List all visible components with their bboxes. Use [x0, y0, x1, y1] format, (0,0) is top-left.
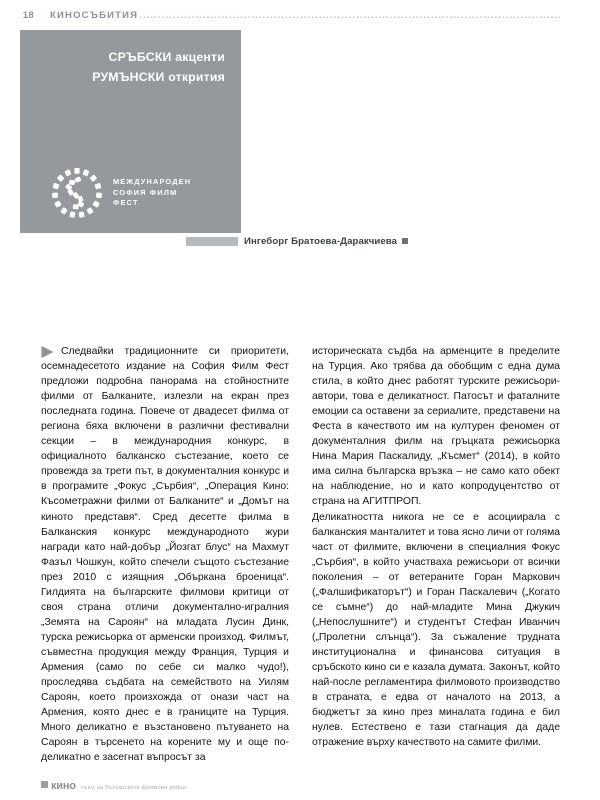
body-paragraph: историческата съдба на арменците в пределите на Турция. Ако трябва да обобщим с една дума стила, в който днес работят турските режисьори-автори, това е деликатност. Патосът и фаталните емоции са оставени за сериалите, представени на Феста в качеството им на културен феномен от документалния филм на гръцката режисьорка Нина Мария Паскалиду, „Късмет“ (2014), в който има силна българска връзка – не само като обект на наблюдение, но и като копродуцентство от страна на АГИТПРОП.: [312, 346, 560, 508]
byline-square-icon: [402, 238, 408, 244]
section-label: КИНОСЪБИТИЯ: [50, 9, 139, 21]
article-title-line2-light: открития: [168, 70, 225, 84]
festival-logo-text: [113, 177, 191, 209]
sofia-film-fest-circle-icon: [51, 167, 103, 219]
body-column-1: [41, 344, 289, 764]
article-title-line1-strong: СРЪБСКИ: [108, 50, 172, 64]
article-body: [41, 344, 561, 764]
body-column-2: [312, 344, 560, 764]
body-paragraph-text: Следвайки традиционните си приоритети, осемнадесетото издание на София Филм Фест предложи подробна панорама на стойностните филми от Балканите, излезли на екран през последната година. Повече от двадесет филма от региона бяха включени в различни фестивални секции – в международния конкурс, в официалното балканско състезание, което се провежда за трети път, в документалния конкурс и в програмите „Фокус „Сърбия“, „Операция Кино: Късометражни филми от Балканите“ и „Домът на киното представя“. Сред десетте филма в Балканския конкурс международното жури награди като най-добър „Йозгат блус“ на Махмут Фазъл Чошкун, който спечели същото състезание през 2010 с изящния „Объркана броеница“. Гилдията на българските филмови критици от своя страна отличи документално-игралния „Земята на Сароян“ на младата Лусин Динк, турска режисьорка от арменски произход. Филмът, съвместна продукция между Франция, Турция и Армения (само по себе си малко чудо!), проследява съдбата на семейството на Уилям Сароян, което произхожда от онази част на Армения, която днес е в границите на Турция. Много деликатно е възстановено пътуването на Сароян в търсенето на корените му и още по-деликатно е засегнат въпросът за: [41, 346, 289, 764]
play-triangle-icon: [41, 346, 54, 358]
festival-logo-line1: МЕЖДУНАРОДЕН: [113, 177, 192, 187]
hero-panel: [20, 30, 241, 233]
festival-logo: [51, 167, 191, 219]
footer-subtitle: съюз на българските филмови дейци: [80, 785, 187, 791]
page-number: 18: [22, 9, 34, 21]
body-paragraph: [41, 344, 289, 765]
festival-logo-line2: СОФИЯ ФИЛМ: [113, 187, 178, 197]
author-name: Ингеборг Братоева-Даракчиева: [244, 235, 398, 247]
header-dot-leader: .................................................................................................................: [139, 10, 562, 20]
article-title-line2-strong: РУМЪНСКИ: [92, 70, 165, 84]
running-head: [0, 6, 600, 24]
article-title-line1-light: акценти: [175, 50, 225, 64]
byline-rule: [186, 237, 238, 246]
footer-square-icon: [41, 781, 48, 788]
footer: [41, 780, 186, 792]
festival-logo-line3: ФЕСТ: [113, 198, 139, 208]
byline: [186, 234, 586, 248]
body-paragraph: Деликатността никога не се е асоциирала с балканския манталитет и това ясно личи от голяма част от филмите, включени в специалния Фокус „Сърбия“, в който участваха режисьори от всички поколения – от ветераните Горан Маркович („Фалшификаторът“) и Горан Паскалевич („Когато се съмне“) до най-младите Мина Джукич („Непослушните“) и студентът Стефан Иванчич („Пролетни слънца“). За съжаление трудната институционална и финансова ситуация в сръбското кино си е казала думата. Законът, който най-после регламентира филмовото производство в страната, е едва от началото на 2013, а бюджетът за кино през миналата година е бил нулев. Естествено е тази стагнация да даде отражение върху качеството на самите филми.: [312, 511, 560, 749]
article-title: [92, 47, 225, 87]
footer-brand: кино: [51, 780, 76, 792]
